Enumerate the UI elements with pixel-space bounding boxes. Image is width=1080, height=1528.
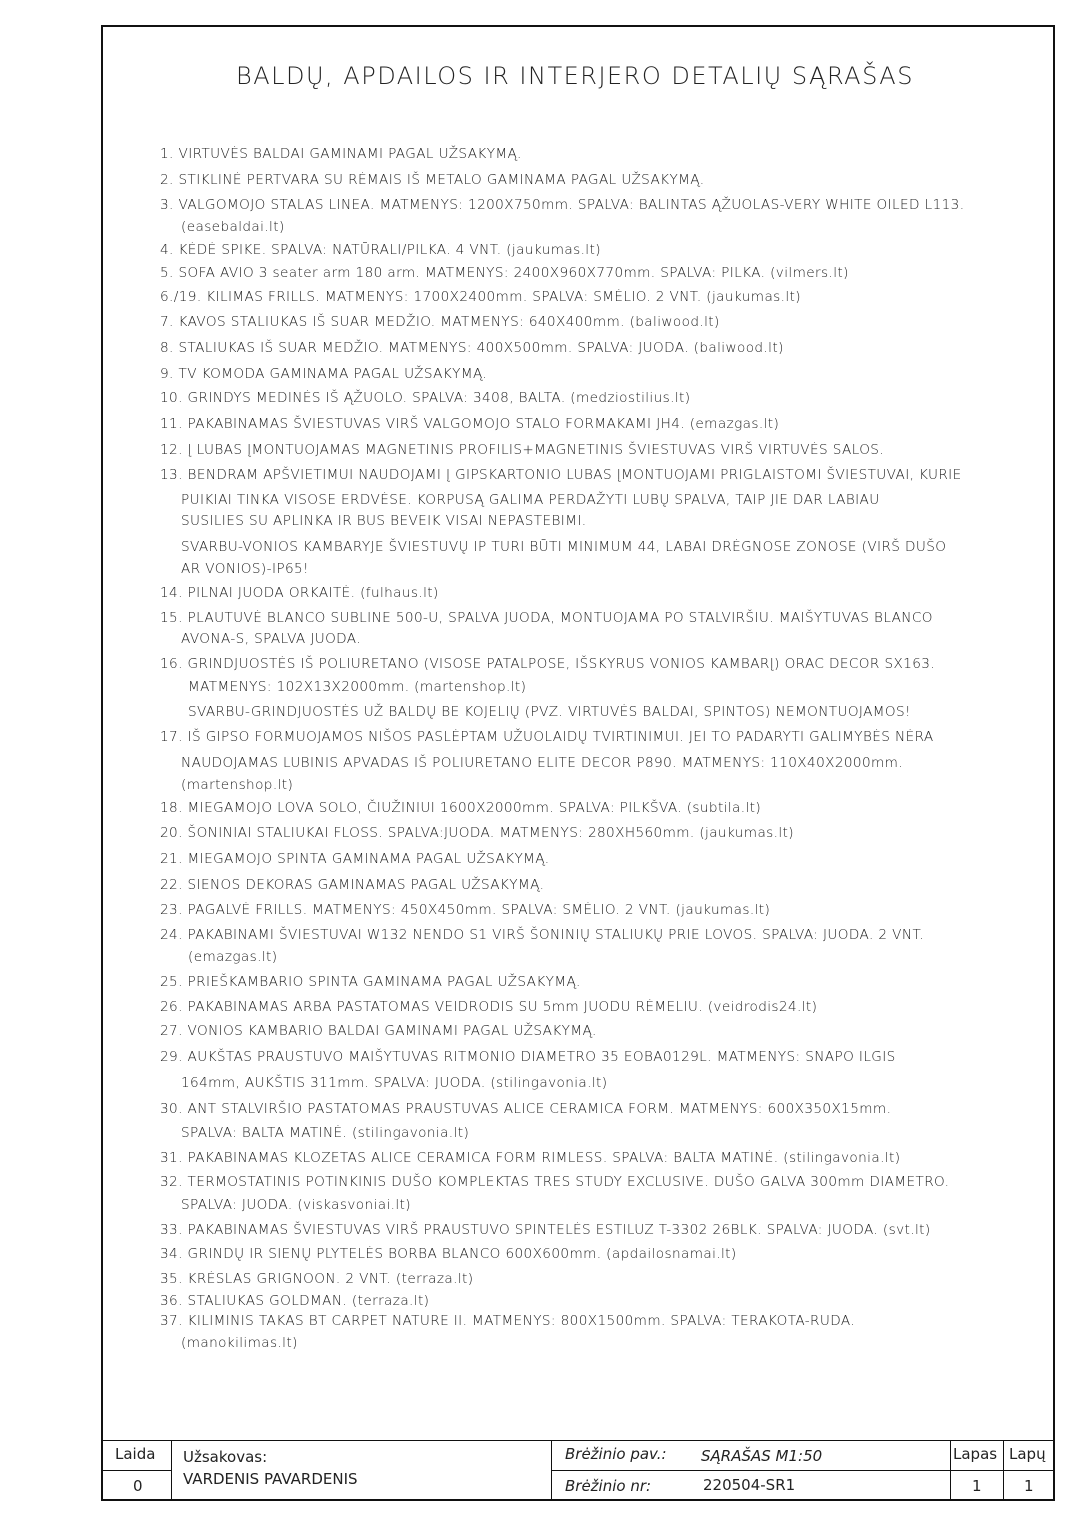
list-item: 12. Į LUBAS ĮMONTUOJAMAS MAGNETINIS PROFILIS+MAGNETINIS ŠVIESTUVAS VIRŠ VIRTUVĖS SALOS. (160, 442, 885, 458)
list-item: 22. SIENOS DEKORAS GAMINAMAS PAGAL UŽSAKYMĄ. (160, 877, 545, 893)
list-item: 6./19. KILIMAS FRILLS. MATMENYS: 1700X2400mm. SPALVA: SMĖLIO. 2 VNT. (jaukumas.lt) (160, 289, 801, 305)
list-item: 2. STIKLINĖ PERTVARA SU RĖMAIS IŠ METALO GAMINAMA PAGAL UŽSAKYMĄ. (160, 172, 705, 188)
list-item: SVARBU-VONIOS KAMBARYJE ŠVIESTUVŲ IP TURI BŪTI MINIMUM 44, LABAI DRĖGNOSE ZONOSE (VIRŠ DUŠO (181, 539, 947, 555)
lapu-value: 1 (1024, 1477, 1034, 1495)
list-item: 33. PAKABINAMAS ŠVIESTUVAS VIRŠ PRAUSTUVO SPINTELĖS ESTILUZ T-3302 26BLK. SPALVA: JUODA. (svt.lt) (160, 1222, 931, 1238)
list-item: 15. PLAUTUVĖ BLANCO SUBLINE 500-U, SPALVA JUODA, MONTUOJAMA PO STALVIRŠIU. MAIŠYTUVAS BLANCO (160, 610, 933, 626)
list-item: 34. GRINDŲ IR SIENŲ PLYTELĖS BORBA BLANCO 600X600mm. (apdailosnamai.lt) (160, 1246, 737, 1262)
page-title: BALDŲ, APDAILOS IR INTERJERO DETALIŲ SĄRAŠAS (236, 62, 914, 90)
list-item: (manokilimas.lt) (181, 1335, 298, 1351)
list-item: 20. ŠONINIAI STALIUKAI FLOSS. SPALVA:JUODA. MATMENYS: 280XH560mm. (jaukumas.lt) (160, 825, 794, 841)
list-item: SVARBU-GRINDJUOSTĖS UŽ BALDŲ BE KOJELIŲ (PVZ. VIRTUVĖS BALDAI, SPINTOS) NEMONTUOJAMOS! (188, 704, 911, 720)
list-item: SPALVA: JUODA. (viskasvoniai.lt) (181, 1197, 411, 1213)
list-item: (martenshop.lt) (181, 777, 294, 793)
list-item: SUSILIES SU APLINKA IR BUS BEVEIK VISAI NEPASTEBIMI. (181, 513, 587, 529)
divider (171, 1440, 172, 1501)
list-item: SPALVA: BALTA MATINĖ. (stilingavonia.lt) (181, 1125, 470, 1141)
divider (551, 1470, 1055, 1471)
list-item: 17. IŠ GIPSO FORMUOJAMOS NIŠOS PASLĖPTAM UŽUOLAIDŲ TVIRTINIMUI. JEI TO PADARYTI GALIMYBĖS NĖRA (160, 729, 934, 745)
title-block (101, 1440, 1055, 1501)
list-item: 7. KAVOS STALIUKAS IŠ SUAR MEDŽIO. MATMENYS: 640X400mm. (baliwood.lt) (160, 314, 720, 330)
list-item: 36. STALIUKAS GOLDMAN. (terraza.lt) (160, 1293, 430, 1309)
title-block-top-border (101, 1440, 1055, 1441)
brezinio-nr-label: Brėžinio nr: (565, 1477, 652, 1495)
list-item: 29. AUKŠTAS PRAUSTUVO MAIŠYTUVAS RITMONIO DIAMETRO 35 EOBA0129L. MATMENYS: SNAPO ILGIS (160, 1049, 896, 1065)
laida-label: Laida (115, 1445, 156, 1463)
list-item: 23. PAGALVĖ FRILLS. MATMENYS: 450X450mm. SPALVA: SMĖLIO. 2 VNT. (jaukumas.lt) (160, 902, 771, 918)
list-item: 16. GRINDJUOSTĖS IŠ POLIURETANO (VISOSE PATALPOSE, IŠSKYRUS VONIOS KAMBARĮ) ORAC DECOR SX163. (160, 656, 936, 672)
list-item: 11. PAKABINAMAS ŠVIESTUVAS VIRŠ VALGOMOJO STALO FORMAKAMI JH4. (emazgas.lt) (160, 416, 780, 432)
uzsakovas-value: VARDENIS PAVARDENIS (183, 1470, 358, 1488)
list-item: 27. VONIOS KAMBARIO BALDAI GAMINAMI PAGAL UŽSAKYMĄ. (160, 1023, 597, 1039)
list-item: 25. PRIEŠKAMBARIO SPINTA GAMINAMA PAGAL UŽSAKYMĄ. (160, 974, 581, 990)
list-item: 35. KRĖSLAS GRIGNOON. 2 VNT. (terraza.lt) (160, 1271, 474, 1287)
lapas-label: Lapas (953, 1445, 998, 1463)
list-item: 4. KĖDĖ SPIKE. SPALVA: NATŪRALI/PILKA. 4 VNT. (jaukumas.lt) (160, 242, 601, 258)
list-item: 9. TV KOMODA GAMINAMA PAGAL UŽSAKYMĄ. (160, 366, 488, 382)
list-item: 13. BENDRAM APŠVIETIMUI NAUDOJAMI Į GIPSKARTONIO LUBAS ĮMONTUOJAMI PRIGLAISTOMI ŠVIESTUVAI, KURIE (160, 467, 962, 483)
lapu-label: Lapų (1009, 1445, 1046, 1463)
list-item: MATMENYS: 102X13X2000mm. (martenshop.lt) (188, 679, 527, 695)
brezinio-pav-label: Brėžinio pav.: (565, 1445, 667, 1463)
list-item: 24. PAKABINAMI ŠVIESTUVAI W132 NENDO S1 VIRŠ ŠONINIŲ STALIUKŲ PRIE LOVOS. SPALVA: JUODA. 2 VNT. (160, 927, 925, 943)
divider (101, 1470, 171, 1471)
brezinio-nr-value: 220504-SR1 (703, 1476, 796, 1494)
uzsakovas-label: Užsakovas: (183, 1448, 268, 1466)
list-item: AR VONIOS)-IP65! (181, 561, 309, 577)
list-item: AVONA-S, SPALVA JUODA. (181, 631, 361, 647)
list-item: 3. VALGOMOJO STALAS LINEA. MATMENYS: 1200X750mm. SPALVA: BALINTAS ĄŽUOLAS-VERY WHITE OILED L113. (160, 197, 965, 213)
list-item: 26. PAKABINAMAS ARBA PASTATOMAS VEIDRODIS SU 5mm JUODU RĖMELIU. (veidrodis24.lt) (160, 999, 818, 1015)
list-item: 164mm, AUKŠTIS 311mm. SPALVA: JUODA. (stilingavonia.lt) (181, 1075, 608, 1091)
brezinio-pav-value: SĄRAŠAS M1:50 (701, 1447, 823, 1465)
list-item: 1. VIRTUVĖS BALDAI GAMINAMI PAGAL UŽSAKYMĄ. (160, 146, 522, 162)
list-item: 37. KILIMINIS TAKAS BT CARPET NATURE II. MATMENYS: 800X1500mm. SPALVA: TERAKOTA-RUDA. (160, 1313, 856, 1329)
list-item: 5. SOFA AVIO 3 seater arm 180 arm. MATMENYS: 2400X960X770mm. SPALVA: PILKA. (vilmers.lt) (160, 265, 849, 281)
list-item: (emazgas.lt) (188, 949, 278, 965)
list-item: 32. TERMOSTATINIS POTINKINIS DUŠO KOMPLEKTAS TRES STUDY EXCLUSIVE. DUŠO GALVA 300mm DIAMETRO. (160, 1174, 950, 1190)
lapas-value: 1 (972, 1477, 982, 1495)
list-item: 14. PILNAI JUODA ORKAITĖ. (fulhaus.lt) (160, 585, 439, 601)
list-item: 21. MIEGAMOJO SPINTA GAMINAMA PAGAL UŽSAKYMĄ. (160, 851, 550, 867)
laida-value: 0 (133, 1477, 143, 1495)
list-item: NAUDOJAMAS LUBINIS APVADAS IŠ POLIURETANO ELITE DECOR P890. MATMENYS: 110X40X2000mm. (181, 755, 904, 771)
list-item: 18. MIEGAMOJO LOVA SOLO, ČIUŽINIUI 1600X2000mm. SPALVA: PILKŠVA. (subtila.lt) (160, 800, 762, 816)
list-item: 8. STALIUKAS IŠ SUAR MEDŽIO. MATMENYS: 400X500mm. SPALVA: JUODA. (baliwood.lt) (160, 340, 784, 356)
list-item: 30. ANT STALVIRŠIO PASTATOMAS PRAUSTUVAS ALICE CERAMICA FORM. MATMENYS: 600X350X15mm. (160, 1101, 892, 1117)
list-item: (easebaldai.lt) (181, 219, 285, 235)
list-item: PUIKIAI TINKA VISOSE ERDVĖSE. KORPUSĄ GALIMA PERDAŽYTI LUBŲ SPALVA, TAIP JIE DAR LABIAU (181, 492, 880, 508)
list-item: 31. PAKABINAMAS KLOZETAS ALICE CERAMICA FORM RIMLESS. SPALVA: BALTA MATINĖ. (stilingavonia.lt) (160, 1150, 901, 1166)
list-item: 10. GRINDYS MEDINĖS IŠ ĄŽUOLO. SPALVA: 3408, BALTA. (medziostilius.lt) (160, 390, 691, 406)
